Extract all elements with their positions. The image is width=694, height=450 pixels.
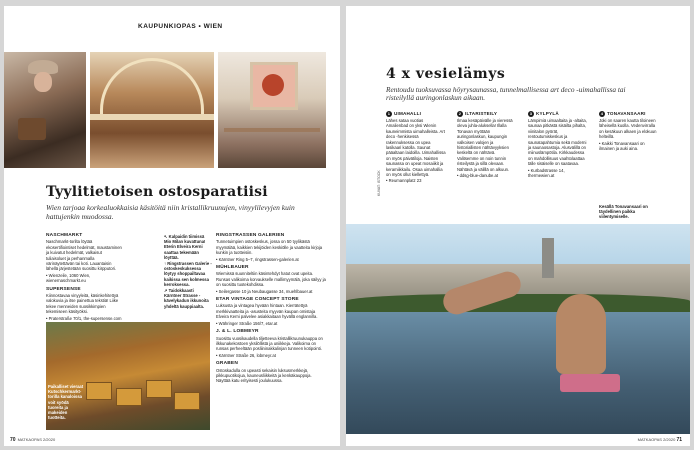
shop-heading: NASCHMARKT (46, 233, 83, 238)
item-body: Lämpimiä uimaaltaita ja -altaita, saunaa pitkästä sisäilta pihalta, viinitalon pyörät, rentoutumiskeskus ja saunatapahtumia sekä moderni ja saunaosastoja. Alusvälillä on miinuslämpötila. Kirkkaudessa on mahdollisuus vaahtolaattaa tälle sisäiselle on saatavaa. (528, 118, 587, 167)
item-body: Ilmaa kesäpäivälle ja vieressä oleva juhla-aluksella! Illalla Tonavan myötään auringonlaskun, kaupungin valkoisen valojen ja historiallisten nähtävyyksien keskeltä on nähtävä. Valitsemme on noin tunnin risteilystä ja sillä olevaan. Nähtävä ja välillä on alkuun. (457, 118, 513, 172)
window-display-photo (218, 52, 326, 168)
towel-shape (560, 374, 620, 392)
item-heading (386, 111, 446, 117)
water-item-1 (386, 111, 446, 185)
display-ornament (262, 74, 284, 96)
handbag-shape (18, 118, 46, 140)
sitting-figure (556, 294, 606, 374)
shop-address: • Kärntner Ring 5–7, ringstrassen-galerien.at (216, 256, 299, 262)
right-page (346, 6, 690, 446)
tower-shape (542, 238, 554, 278)
item-heading (599, 111, 659, 117)
shop-body: Suosittu vuosikaudella tiljetteeva kristallikruunukauppa on ilkkunakekostoen yksilöllistä ja uniikkeja. Valikoima on runsas perheeltään posliininakkalinjan tunneen kotipointi. (216, 335, 323, 352)
shop-body: Kiinnostavaa vinyyleitä, käsinkehitettyä valokuvia ja itse painettua tekstiä! Liike tekee menneiden suosikkimpien tekemiseen käsityöksi. (46, 293, 119, 315)
item-heading (528, 111, 588, 117)
shop-address: • Währinger Straße 156/7, etar.at (216, 320, 278, 326)
water-item-3 (528, 111, 588, 179)
market-caption: Paikalliset vieraat Kutschkermarkt-torilla kanaloissa voit syödä tuoreita ja makeiden tuotteita. (48, 384, 84, 421)
gallery-floor (90, 114, 214, 120)
produce-crate (146, 380, 172, 398)
item-title: UIMAHALLI (394, 111, 422, 117)
shop-heading: MÜHLBAUER (216, 265, 249, 271)
arch-shape (100, 58, 204, 118)
item-body: Lähes sataa vuotias Amalienbad on yksi Wienin kauneimmista uimahalleista. Art deco -henkisessä rakennuksessa on upea lasikaari katolla. Saunat pääaltaan laidoilla. Uimahallissa on myös päivätiloja. Naisten saunassa on upeat mosaiikit ja keramiikkailu. Osaa uimahallia on myös ollut kiellettyä. (386, 118, 446, 178)
shopper-photo (4, 52, 86, 168)
shop-address: • Wienzeile, 1060 Wien, wienernaschmarkt.eu (46, 272, 91, 284)
produce-crate (116, 388, 142, 406)
item-address: • Kaikki Tonavansaari on ilmainen ja auki aina. (599, 140, 645, 152)
water-surface (346, 312, 690, 434)
item-address: • Reumannplatz 23 (386, 178, 422, 184)
shop-column-1 (46, 230, 122, 323)
shop-body: Luksusta ja vintagea hyvään hintaan. Kierrätettyä merkkivaatteita ja -asusteita myyvän kaupan omistaja Elveira Kerni palvelee asiakkaitaan hyvällä englannilla. (216, 303, 318, 320)
produce-crate (86, 382, 112, 400)
shop-body: Naschmarkt-torilta löytää ekosertifiointiset hedelmät, maustaminen ja kuivatut hedelmät, valkaisut tuliaisoluet ja perhanmalla värinäytettävän tai koti. Lauantaisin lähellä järjestetään suosittu kirpputori. (46, 239, 122, 272)
item-title: ILTARISTEILY (465, 111, 498, 117)
section-tag: KAUPUNKIOPAS • WIEN (138, 23, 223, 30)
page-title: 4 x vesielämys (386, 66, 506, 82)
produce-crate (174, 392, 200, 410)
shop-heading: RINGSTRASSEN GALERIEN (216, 233, 285, 238)
page-deck: Wien tarjoaa korkealuokkaisia käsitöitä niin kristallikruunujen, vinyylilevyjen kuin hattujenkin muodossa. (46, 203, 295, 221)
tree-line (346, 294, 690, 312)
magazine-name: MATKAOPAS 2/2020 (637, 437, 676, 442)
number-badge: 4 (600, 111, 604, 116)
shop-column-2 (216, 230, 326, 385)
galleria-photo (90, 52, 214, 168)
magazine-name: MATKAOPAS 2/2020 (17, 437, 56, 442)
shop-heading: J. & L. LOBMEYR (216, 329, 259, 335)
left-page (4, 6, 340, 446)
item-body: Joki on saaren kautta tiloineen läheisellä kuolla. Vedenvirralla on kesäkuun alkaen ja elokuun helteillä. (599, 118, 657, 140)
pool-photo (346, 224, 690, 434)
shop-body: Tunnetuimpien ostoskeskus, jossa on 50 tyylikästä myymälää, kaikkien tekijöiden keskiölle ja vaatteita kirjoja kunkin ja tuotteisiin. (216, 239, 323, 256)
page-folio (638, 437, 684, 443)
shop-heading: GRABEN (216, 361, 238, 367)
photo-credit: KUVAT: ISTOCK (377, 170, 381, 196)
number-badge: 1 (387, 111, 391, 116)
photo-captions-top (164, 234, 212, 310)
photo-caption: ↖ Kalpaidin tiimissä Mio Milan kuvattuna! Eterin Elveira Kerni saattaa tekemään löyttää. (164, 234, 206, 260)
water-item-2 (457, 111, 517, 179)
shop-address: • Kärntner Straße 26, lobmeyr.at (216, 352, 276, 358)
face-shape (34, 72, 52, 92)
page-folio (10, 437, 55, 443)
item-title: TONAVANSAARI (607, 111, 646, 117)
pool-caption: Kesällä Tonavansaari on täydellinen paikka viilentymiselle. (599, 204, 648, 220)
display-shelf (224, 128, 320, 132)
photo-caption: ↑ Ringstrassen Galerie -ostoskeskuksessa löytyy shoppailtavaa kaikissa sen kolmessa kerroksessa. (164, 261, 212, 287)
item-address: • Kurbadstrasse 14, thermewien.at (528, 167, 565, 179)
page-deck: Rentoudu tuoksuvassa höyrysaunassa, tunnelmallisessa art deco -uimahallissa tai risteilyllä auringonlaskun aikaan. (386, 85, 626, 103)
item-title: KYLPYLÄ (536, 111, 559, 117)
page-number: 70 (10, 437, 16, 443)
page-title: Tyylitietoisen ostosparatiisi (46, 184, 268, 200)
shop-heading: SUPERSENSE (46, 286, 81, 292)
shop-body: Ostoskadulla on upeasti sekaisin luksusmerkkejä, pikkupuotikojua, kauneusliikkeitä ja kenkäkauppoja. Näyttää katu erityisesti joulukuussa. (216, 367, 312, 384)
photo-caption: ↗ Taidokkaasti Kärntner Strasse -kävelykadun ikkunoita yhdeltä kauppiaalta. (164, 288, 209, 309)
shop-address: • Praterstraße 70/1, the-supersense.com (46, 315, 122, 321)
item-heading (457, 111, 517, 117)
shop-address: • Seilergasse 10 ja Neubaugasse 34, muehlbauer.at (216, 288, 313, 294)
shop-body: Wiemissä suunniteltiin käsintehdyt hatut ovat upeita. Runsas valikoima korvaukselle mallimyymälä, joka säilyy ja on suosittu tuotekohdissa. (216, 271, 326, 288)
number-badge: 2 (458, 111, 462, 116)
shop-heading: ETAR VINTAGE CONCEPT STORE (216, 297, 299, 303)
number-badge: 3 (529, 111, 533, 116)
item-address: • ddsg-blue-danube.at (457, 173, 499, 179)
water-item-4 (599, 111, 659, 152)
page-number: 71 (676, 437, 682, 443)
